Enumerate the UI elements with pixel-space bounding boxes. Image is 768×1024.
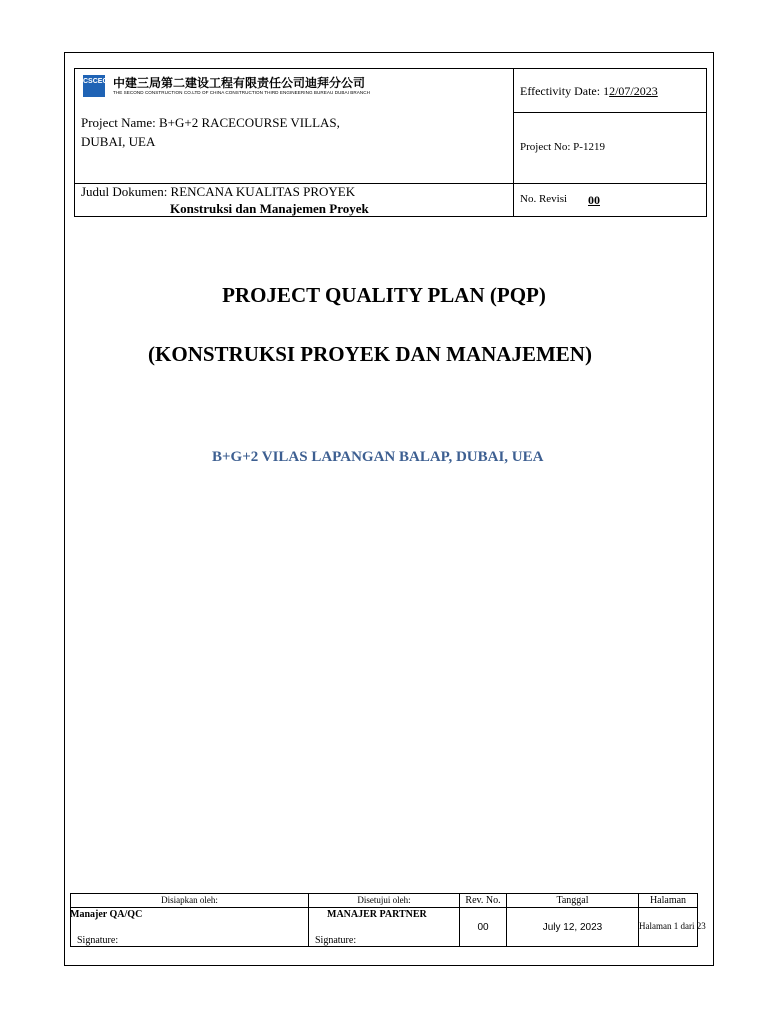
rev-no-cell xyxy=(459,907,507,947)
document-title-line2: Konstruksi dan Manajemen Proyek xyxy=(170,201,369,216)
company-name-english: THE SECOND CONSTRUCTION CO.LTD OF CHINA CONSTRUCTION THIRD ENGINEERING BUREAU DUBAI BRANCH xyxy=(113,90,371,95)
date-header: Tanggal xyxy=(506,893,639,908)
page-value: Halaman 1 dari 23 xyxy=(639,921,706,931)
rev-no-header: Rev. No. xyxy=(459,893,507,908)
approved-signature-label: Signature: xyxy=(315,935,357,946)
document-header-table xyxy=(74,68,707,217)
date-cell xyxy=(506,907,639,947)
project-number-cell xyxy=(513,112,707,184)
revision-cell xyxy=(513,183,707,217)
company-logo: CSCEC xyxy=(83,75,105,97)
effectivity-date xyxy=(520,84,658,99)
effectivity-date-label: Effectivity Date: 1 xyxy=(520,84,610,98)
document-title-line1: Judul Dokumen: RENCANA KUALITAS PROYEK xyxy=(81,184,356,199)
document-title-cell xyxy=(74,183,514,217)
prepared-by-cell xyxy=(70,907,309,947)
prepared-signature-label: Signature: xyxy=(77,935,119,946)
approval-footer-table xyxy=(70,893,706,947)
date-value: July 12, 2023 xyxy=(542,922,603,933)
effectivity-date-value: 2/07/2023 xyxy=(609,84,658,98)
revision-value: 00 xyxy=(588,193,600,207)
approved-by-header: Disetujui oleh: xyxy=(308,893,460,908)
approved-role: MANAJER PARTNER xyxy=(327,909,427,920)
prepared-by-header: Disiapkan oleh: xyxy=(70,893,309,908)
page-cell xyxy=(638,907,706,947)
project-name-line2: DUBAI, UEA xyxy=(81,134,156,149)
main-subtitle: (KONSTRUKSI PROYEK DAN MANAJEMEN) xyxy=(148,342,592,366)
rev-no-value: 00 xyxy=(477,922,489,933)
company-name-chinese: 中建三局第二建设工程有限责任公司迪拜分公司 xyxy=(113,76,366,90)
project-location-title: B+G+2 VILAS LAPANGAN BALAP, DUBAI, UEA xyxy=(212,449,544,465)
main-title: PROJECT QUALITY PLAN (PQP) xyxy=(222,283,546,307)
approved-by-cell xyxy=(308,907,460,947)
effectivity-date-cell xyxy=(513,68,707,113)
prepared-role: Manajer QA/QC xyxy=(70,909,143,920)
project-number: Project No: P-1219 xyxy=(520,141,605,153)
revision-label: No. Revisi xyxy=(520,193,568,205)
page-header: Halaman xyxy=(638,893,698,908)
project-name-line1: Project Name: B+G+2 RACECOURSE VILLAS, xyxy=(81,115,340,130)
company-project-cell xyxy=(74,68,514,184)
project-name xyxy=(81,113,381,151)
